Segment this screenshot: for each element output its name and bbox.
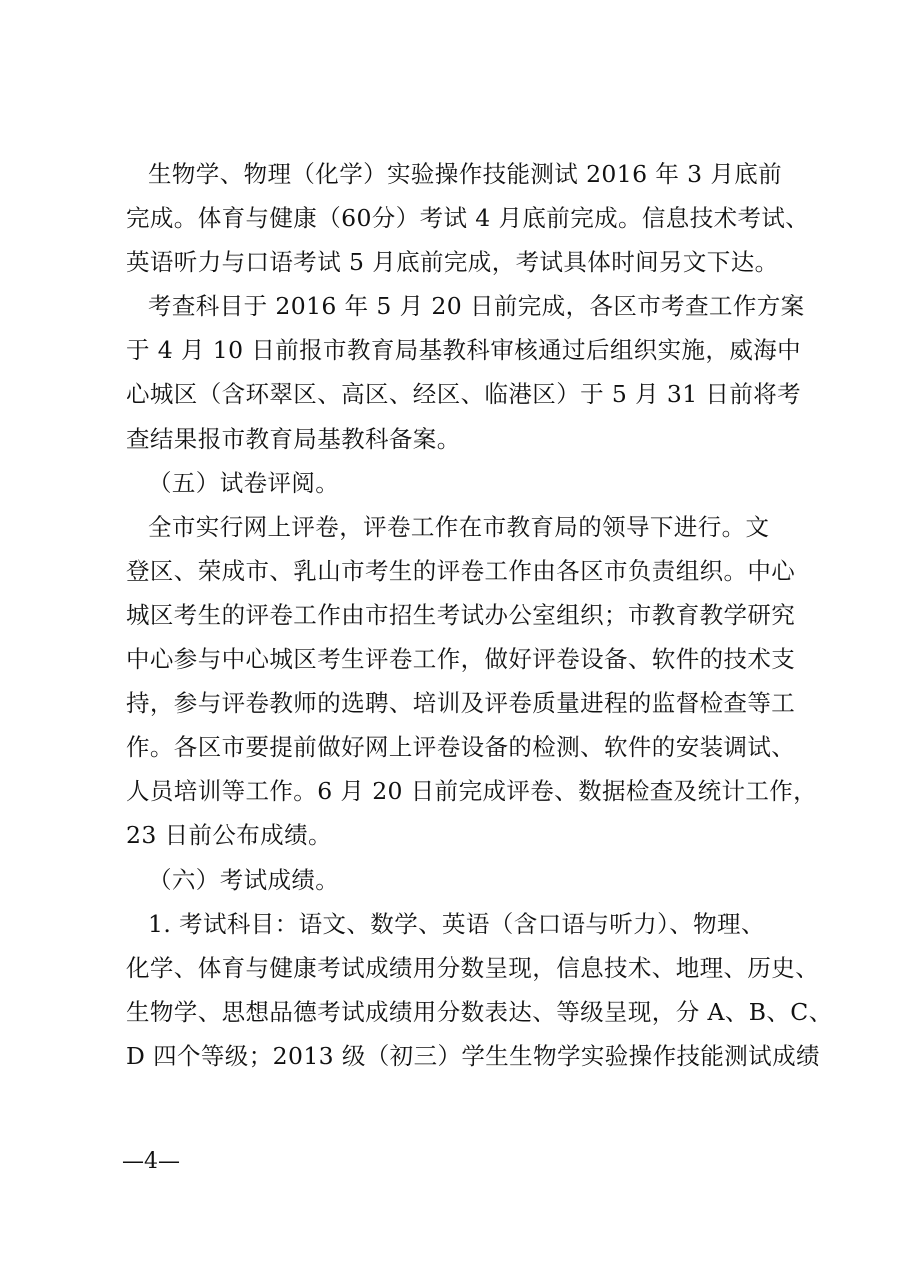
text-line: 化学、体育与健康考试成绩用分数呈现，信息技术、地理、历史、	[126, 953, 820, 982]
paragraph-start-line: 1. 考试科目：语文、数学、英语（含口语与听力）、物理、	[148, 909, 765, 938]
paragraph-start-line: 考查科目于 2016 年 5 月 20 日前完成，各区市考查工作方案	[148, 292, 805, 321]
text-line: 英语听力与口语考试 5 月底前完成，考试具体时间另文下达。	[126, 248, 779, 277]
text-line: 生物学、思想品德考试成绩用分数表达、等级呈现，分 A、B、C、	[126, 997, 833, 1026]
text-line: D 四个等级；2013 级（初三）学生生物学实验操作技能测试成绩	[126, 1041, 820, 1070]
text-line: 查结果报市教育局基教科备案。	[126, 424, 461, 453]
text-line: 于 4 月 10 日前报市教育局基教科审核通过后组织实施，威海中	[126, 336, 802, 365]
text-line: 登区、荣成市、乳山市考生的评卷工作由各区市负责组织。中心	[126, 556, 796, 585]
text-line: 中心参与中心城区考生评卷工作，做好评卷设备、软件的技术支	[126, 645, 796, 674]
text-line: 持，参与评卷教师的选聘、培训及评卷质量进程的监督检查等工	[126, 689, 796, 718]
paragraph-start-line: 全市实行网上评卷，评卷工作在市教育局的领导下进行。文	[148, 512, 770, 541]
text-line: 生物学、物理（化学）实验操作技能测试 2016 年 3 月底前	[148, 160, 783, 188]
document-body	[126, 152, 833, 1078]
text-line: 人员培训等工作。6 月 20 日前完成评卷、数据检查及统计工作，	[126, 777, 818, 806]
page-number: —4—	[122, 1149, 180, 1174]
text-line: 城区考生的评卷工作由市招生考试办公室组织；市教育教学研究	[126, 600, 796, 629]
text-line: 作。各区市要提前做好网上评卷设备的检测、软件的安装调试、	[126, 733, 796, 762]
text-line: 完成。体育与健康（60分）考试 4 月底前完成。信息技术考试、	[126, 204, 810, 233]
section-heading-6: （六）考试成绩。	[148, 865, 340, 894]
section-heading-5: （五）试卷评阅。	[148, 468, 340, 497]
text-line: 心城区（含环翠区、高区、经区、临港区）于 5 月 31 日前将考	[126, 380, 802, 409]
text-line: 23 日前公布成绩。	[126, 821, 332, 850]
